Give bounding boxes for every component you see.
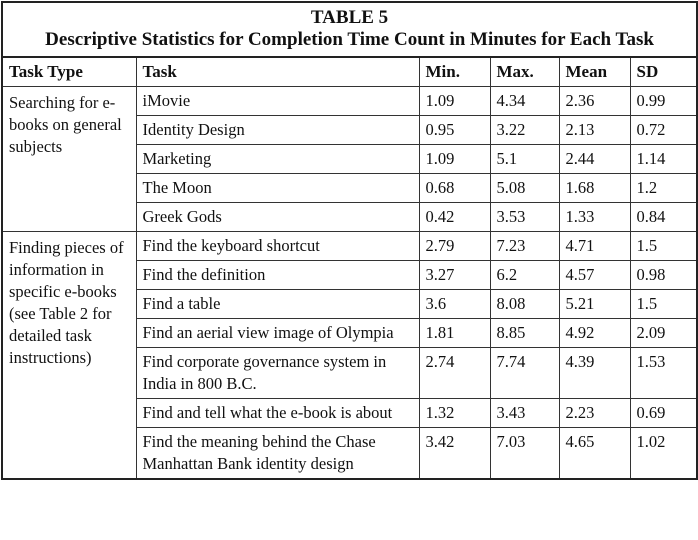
- mean-cell: 2.13: [559, 116, 630, 145]
- mean-cell: 4.92: [559, 319, 630, 348]
- sd-cell: 0.99: [630, 87, 697, 116]
- max-cell: 5.08: [490, 174, 559, 203]
- min-cell: 1.81: [419, 319, 490, 348]
- sd-cell: 1.02: [630, 428, 697, 480]
- mean-cell: 2.23: [559, 399, 630, 428]
- max-cell: 6.2: [490, 261, 559, 290]
- task-cell: Find and tell what the e-book is about: [136, 399, 419, 428]
- min-cell: 1.09: [419, 87, 490, 116]
- task-cell: Identity Design: [136, 116, 419, 145]
- task-type-cell: Finding pieces of information in specific e-books (see Table 2 for detailed task instructions): [2, 232, 136, 480]
- min-cell: 2.79: [419, 232, 490, 261]
- mean-cell: 4.57: [559, 261, 630, 290]
- sd-cell: 2.09: [630, 319, 697, 348]
- task-cell: Find the definition: [136, 261, 419, 290]
- max-cell: 3.43: [490, 399, 559, 428]
- mean-cell: 2.44: [559, 145, 630, 174]
- sd-cell: 0.84: [630, 203, 697, 232]
- min-cell: 1.32: [419, 399, 490, 428]
- sd-cell: 0.69: [630, 399, 697, 428]
- mean-cell: 1.68: [559, 174, 630, 203]
- max-cell: 7.23: [490, 232, 559, 261]
- mean-cell: 4.71: [559, 232, 630, 261]
- min-cell: 1.09: [419, 145, 490, 174]
- min-cell: 0.42: [419, 203, 490, 232]
- table-title-row: [2, 2, 697, 57]
- sd-cell: 0.72: [630, 116, 697, 145]
- min-cell: 2.74: [419, 348, 490, 399]
- max-cell: 4.34: [490, 87, 559, 116]
- table-container: [1, 1, 696, 480]
- table-title: Descriptive Statistics for Completion Time Count in Minutes for Each Task: [45, 29, 654, 50]
- sd-cell: 0.98: [630, 261, 697, 290]
- task-cell: Marketing: [136, 145, 419, 174]
- table-caption: [2, 2, 697, 57]
- mean-cell: 5.21: [559, 290, 630, 319]
- max-cell: 7.74: [490, 348, 559, 399]
- max-cell: 3.53: [490, 203, 559, 232]
- task-cell: iMovie: [136, 87, 419, 116]
- header-max: Max.: [490, 57, 559, 87]
- mean-cell: 2.36: [559, 87, 630, 116]
- task-cell: Find a table: [136, 290, 419, 319]
- header-task: Task: [136, 57, 419, 87]
- header-sd: SD: [630, 57, 697, 87]
- max-cell: 8.08: [490, 290, 559, 319]
- task-cell: Find an aerial view image of Olympia: [136, 319, 419, 348]
- sd-cell: 1.14: [630, 145, 697, 174]
- min-cell: 3.27: [419, 261, 490, 290]
- sd-cell: 1.5: [630, 290, 697, 319]
- header-min: Min.: [419, 57, 490, 87]
- task-cell: Find corporate governance system in India in 800 B.C.: [136, 348, 419, 399]
- sd-cell: 1.53: [630, 348, 697, 399]
- header-row: [2, 57, 697, 87]
- table-number: TABLE 5: [310, 7, 389, 28]
- header-mean: Mean: [559, 57, 630, 87]
- mean-cell: 4.39: [559, 348, 630, 399]
- task-cell: The Moon: [136, 174, 419, 203]
- descriptive-statistics-table: [1, 1, 698, 480]
- max-cell: 5.1: [490, 145, 559, 174]
- task-cell: Find the meaning behind the Chase Manhattan Bank identity design: [136, 428, 419, 480]
- header-task-type: Task Type: [2, 57, 136, 87]
- min-cell: 3.42: [419, 428, 490, 480]
- sd-cell: 1.2: [630, 174, 697, 203]
- task-type-cell: Searching for e-books on general subjects: [2, 87, 136, 232]
- min-cell: 0.68: [419, 174, 490, 203]
- task-cell: Greek Gods: [136, 203, 419, 232]
- mean-cell: 1.33: [559, 203, 630, 232]
- max-cell: 8.85: [490, 319, 559, 348]
- min-cell: 3.6: [419, 290, 490, 319]
- table-row: [2, 232, 697, 261]
- min-cell: 0.95: [419, 116, 490, 145]
- task-cell: Find the keyboard shortcut: [136, 232, 419, 261]
- mean-cell: 4.65: [559, 428, 630, 480]
- table-row: [2, 87, 697, 116]
- max-cell: 7.03: [490, 428, 559, 480]
- max-cell: 3.22: [490, 116, 559, 145]
- sd-cell: 1.5: [630, 232, 697, 261]
